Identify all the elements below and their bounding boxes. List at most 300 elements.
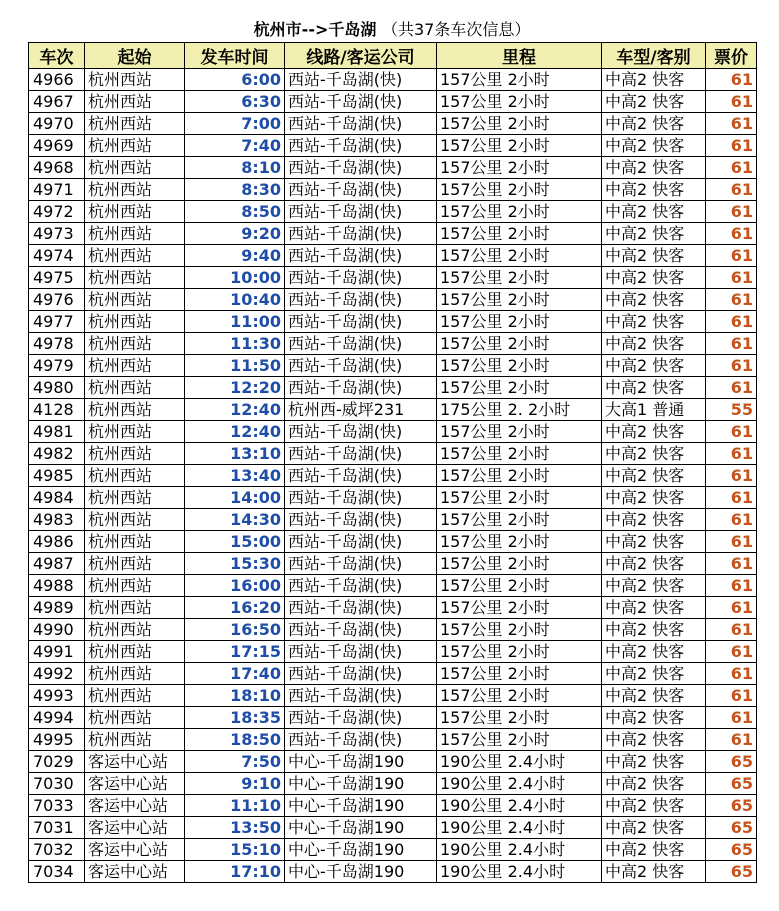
cell-no: 4983 xyxy=(29,509,85,531)
cell-type: 中高2 快客 xyxy=(602,641,706,663)
cell-no: 4128 xyxy=(29,399,85,421)
cell-type: 中高2 快客 xyxy=(602,289,706,311)
cell-type: 中高2 快客 xyxy=(602,729,706,751)
cell-price: 61 xyxy=(706,267,757,289)
cell-time: 7:40 xyxy=(185,135,285,157)
cell-distance: 157公里 2小时 xyxy=(437,223,602,245)
table-row xyxy=(29,839,757,861)
cell-price: 61 xyxy=(706,619,757,641)
cell-route: 西站-千岛湖(快) xyxy=(285,311,437,333)
cell-time: 11:10 xyxy=(185,795,285,817)
cell-type: 中高2 快客 xyxy=(602,553,706,575)
cell-distance: 157公里 2小时 xyxy=(437,289,602,311)
cell-time: 12:20 xyxy=(185,377,285,399)
cell-distance: 157公里 2小时 xyxy=(437,597,602,619)
cell-no: 4975 xyxy=(29,267,85,289)
cell-time: 15:30 xyxy=(185,553,285,575)
cell-no: 4984 xyxy=(29,487,85,509)
header-row xyxy=(29,43,757,69)
cell-type: 中高2 快客 xyxy=(602,377,706,399)
cell-route: 西站-千岛湖(快) xyxy=(285,267,437,289)
cell-no: 4981 xyxy=(29,421,85,443)
cell-from: 杭州西站 xyxy=(85,201,185,223)
cell-no: 4991 xyxy=(29,641,85,663)
table-row xyxy=(29,707,757,729)
cell-type: 中高2 快客 xyxy=(602,839,706,861)
header-no: 车次 xyxy=(29,43,85,69)
cell-time: 16:00 xyxy=(185,575,285,597)
cell-price: 61 xyxy=(706,553,757,575)
cell-from: 杭州西站 xyxy=(85,179,185,201)
cell-distance: 157公里 2小时 xyxy=(437,553,602,575)
cell-type: 中高2 快客 xyxy=(602,773,706,795)
cell-type: 中高2 快客 xyxy=(602,597,706,619)
cell-distance: 157公里 2小时 xyxy=(437,531,602,553)
cell-time: 15:10 xyxy=(185,839,285,861)
cell-route: 西站-千岛湖(快) xyxy=(285,333,437,355)
cell-from: 杭州西站 xyxy=(85,553,185,575)
cell-from: 客运中心站 xyxy=(85,773,185,795)
cell-type: 中高2 快客 xyxy=(602,69,706,91)
cell-type: 中高2 快客 xyxy=(602,355,706,377)
page-title xyxy=(28,18,756,42)
cell-time: 13:50 xyxy=(185,817,285,839)
cell-route: 西站-千岛湖(快) xyxy=(285,597,437,619)
header-price: 票价 xyxy=(706,43,757,69)
cell-price: 65 xyxy=(706,817,757,839)
cell-price: 61 xyxy=(706,355,757,377)
cell-distance: 190公里 2.4小时 xyxy=(437,751,602,773)
cell-route: 西站-千岛湖(快) xyxy=(285,223,437,245)
cell-type: 大高1 普通 xyxy=(602,399,706,421)
cell-no: 4978 xyxy=(29,333,85,355)
cell-type: 中高2 快客 xyxy=(602,333,706,355)
table-row xyxy=(29,289,757,311)
cell-type: 中高2 快客 xyxy=(602,421,706,443)
table-row xyxy=(29,157,757,179)
cell-distance: 157公里 2小时 xyxy=(437,641,602,663)
cell-distance: 157公里 2小时 xyxy=(437,311,602,333)
cell-time: 11:30 xyxy=(185,333,285,355)
table-row xyxy=(29,487,757,509)
cell-no: 4966 xyxy=(29,69,85,91)
cell-no: 4992 xyxy=(29,663,85,685)
cell-route: 西站-千岛湖(快) xyxy=(285,619,437,641)
cell-type: 中高2 快客 xyxy=(602,135,706,157)
title-main: 杭州市-->千岛湖 xyxy=(253,20,377,39)
cell-price: 65 xyxy=(706,861,757,883)
cell-distance: 190公里 2.4小时 xyxy=(437,861,602,883)
cell-no: 4990 xyxy=(29,619,85,641)
cell-no: 4987 xyxy=(29,553,85,575)
schedule-document xyxy=(28,18,756,883)
cell-price: 61 xyxy=(706,289,757,311)
cell-type: 中高2 快客 xyxy=(602,223,706,245)
cell-type: 中高2 快客 xyxy=(602,113,706,135)
cell-type: 中高2 快客 xyxy=(602,751,706,773)
cell-distance: 157公里 2小时 xyxy=(437,421,602,443)
table-body xyxy=(29,69,757,883)
cell-price: 55 xyxy=(706,399,757,421)
cell-time: 9:10 xyxy=(185,773,285,795)
cell-price: 61 xyxy=(706,333,757,355)
cell-distance: 157公里 2小时 xyxy=(437,355,602,377)
cell-time: 8:50 xyxy=(185,201,285,223)
cell-distance: 157公里 2小时 xyxy=(437,245,602,267)
cell-time: 16:50 xyxy=(185,619,285,641)
cell-price: 61 xyxy=(706,223,757,245)
cell-distance: 157公里 2小时 xyxy=(437,707,602,729)
table-row xyxy=(29,641,757,663)
cell-route: 中心-千岛湖190 xyxy=(285,795,437,817)
cell-price: 61 xyxy=(706,69,757,91)
cell-route: 中心-千岛湖190 xyxy=(285,839,437,861)
cell-time: 17:10 xyxy=(185,861,285,883)
cell-from: 杭州西站 xyxy=(85,69,185,91)
cell-price: 61 xyxy=(706,135,757,157)
cell-from: 杭州西站 xyxy=(85,707,185,729)
table-row xyxy=(29,355,757,377)
cell-price: 61 xyxy=(706,707,757,729)
cell-route: 西站-千岛湖(快) xyxy=(285,487,437,509)
table-row xyxy=(29,69,757,91)
cell-price: 61 xyxy=(706,113,757,135)
cell-route: 西站-千岛湖(快) xyxy=(285,509,437,531)
cell-from: 杭州西站 xyxy=(85,685,185,707)
header-time: 发车时间 xyxy=(185,43,285,69)
cell-type: 中高2 快客 xyxy=(602,861,706,883)
cell-time: 6:00 xyxy=(185,69,285,91)
cell-no: 4967 xyxy=(29,91,85,113)
cell-from: 杭州西站 xyxy=(85,597,185,619)
cell-from: 杭州西站 xyxy=(85,487,185,509)
cell-no: 4985 xyxy=(29,465,85,487)
cell-no: 4982 xyxy=(29,443,85,465)
cell-price: 61 xyxy=(706,245,757,267)
cell-route: 西站-千岛湖(快) xyxy=(285,289,437,311)
cell-from: 杭州西站 xyxy=(85,355,185,377)
cell-route: 西站-千岛湖(快) xyxy=(285,531,437,553)
cell-route: 西站-千岛湖(快) xyxy=(285,157,437,179)
cell-distance: 157公里 2小时 xyxy=(437,69,602,91)
cell-time: 9:20 xyxy=(185,223,285,245)
cell-distance: 157公里 2小时 xyxy=(437,377,602,399)
cell-from: 杭州西站 xyxy=(85,531,185,553)
cell-type: 中高2 快客 xyxy=(602,575,706,597)
cell-time: 10:40 xyxy=(185,289,285,311)
table-row xyxy=(29,267,757,289)
cell-route: 西站-千岛湖(快) xyxy=(285,245,437,267)
cell-distance: 157公里 2小时 xyxy=(437,267,602,289)
cell-type: 中高2 快客 xyxy=(602,267,706,289)
table-row xyxy=(29,91,757,113)
cell-type: 中高2 快客 xyxy=(602,465,706,487)
cell-type: 中高2 快客 xyxy=(602,619,706,641)
cell-price: 65 xyxy=(706,839,757,861)
table-row xyxy=(29,223,757,245)
cell-time: 13:10 xyxy=(185,443,285,465)
cell-type: 中高2 快客 xyxy=(602,179,706,201)
table-row xyxy=(29,729,757,751)
cell-distance: 157公里 2小时 xyxy=(437,619,602,641)
table-row xyxy=(29,597,757,619)
cell-type: 中高2 快客 xyxy=(602,509,706,531)
cell-from: 客运中心站 xyxy=(85,795,185,817)
schedule-table xyxy=(28,42,757,883)
header-type: 车型/客别 xyxy=(602,43,706,69)
cell-no: 4988 xyxy=(29,575,85,597)
cell-no: 4995 xyxy=(29,729,85,751)
cell-time: 18:35 xyxy=(185,707,285,729)
cell-distance: 190公里 2.4小时 xyxy=(437,839,602,861)
table-row xyxy=(29,685,757,707)
table-row xyxy=(29,311,757,333)
cell-no: 4970 xyxy=(29,113,85,135)
cell-from: 杭州西站 xyxy=(85,289,185,311)
cell-distance: 157公里 2小时 xyxy=(437,729,602,751)
cell-distance: 190公里 2.4小时 xyxy=(437,773,602,795)
cell-time: 10:00 xyxy=(185,267,285,289)
cell-distance: 157公里 2小时 xyxy=(437,113,602,135)
cell-time: 12:40 xyxy=(185,421,285,443)
cell-time: 13:40 xyxy=(185,465,285,487)
cell-from: 杭州西站 xyxy=(85,267,185,289)
cell-time: 9:40 xyxy=(185,245,285,267)
cell-price: 61 xyxy=(706,531,757,553)
cell-price: 61 xyxy=(706,443,757,465)
table-row xyxy=(29,509,757,531)
cell-no: 4976 xyxy=(29,289,85,311)
cell-time: 17:15 xyxy=(185,641,285,663)
cell-route: 中心-千岛湖190 xyxy=(285,773,437,795)
cell-route: 中心-千岛湖190 xyxy=(285,861,437,883)
cell-distance: 175公里 2. 2小时 xyxy=(437,399,602,421)
cell-from: 杭州西站 xyxy=(85,333,185,355)
cell-distance: 157公里 2小时 xyxy=(437,157,602,179)
cell-from: 杭州西站 xyxy=(85,223,185,245)
cell-type: 中高2 快客 xyxy=(602,795,706,817)
cell-type: 中高2 快客 xyxy=(602,201,706,223)
cell-no: 4971 xyxy=(29,179,85,201)
cell-price: 65 xyxy=(706,773,757,795)
cell-no: 4986 xyxy=(29,531,85,553)
cell-route: 西站-千岛湖(快) xyxy=(285,201,437,223)
cell-route: 杭州西-威坪231 xyxy=(285,399,437,421)
table-row xyxy=(29,399,757,421)
cell-from: 杭州西站 xyxy=(85,311,185,333)
table-row xyxy=(29,663,757,685)
cell-distance: 157公里 2小时 xyxy=(437,685,602,707)
cell-no: 4980 xyxy=(29,377,85,399)
cell-distance: 157公里 2小时 xyxy=(437,509,602,531)
cell-price: 61 xyxy=(706,729,757,751)
cell-no: 7034 xyxy=(29,861,85,883)
cell-distance: 157公里 2小时 xyxy=(437,201,602,223)
cell-route: 西站-千岛湖(快) xyxy=(285,641,437,663)
cell-from: 杭州西站 xyxy=(85,619,185,641)
cell-type: 中高2 快客 xyxy=(602,443,706,465)
cell-route: 西站-千岛湖(快) xyxy=(285,421,437,443)
cell-type: 中高2 快客 xyxy=(602,663,706,685)
cell-time: 16:20 xyxy=(185,597,285,619)
cell-no: 4989 xyxy=(29,597,85,619)
cell-type: 中高2 快客 xyxy=(602,531,706,553)
cell-time: 6:30 xyxy=(185,91,285,113)
cell-distance: 157公里 2小时 xyxy=(437,179,602,201)
table-row xyxy=(29,795,757,817)
cell-no: 7030 xyxy=(29,773,85,795)
cell-time: 8:30 xyxy=(185,179,285,201)
table-row xyxy=(29,575,757,597)
cell-type: 中高2 快客 xyxy=(602,91,706,113)
cell-time: 11:50 xyxy=(185,355,285,377)
table-row xyxy=(29,861,757,883)
cell-price: 61 xyxy=(706,311,757,333)
cell-time: 12:40 xyxy=(185,399,285,421)
cell-from: 杭州西站 xyxy=(85,575,185,597)
cell-price: 65 xyxy=(706,795,757,817)
cell-type: 中高2 快客 xyxy=(602,311,706,333)
table-row xyxy=(29,179,757,201)
cell-route: 西站-千岛湖(快) xyxy=(285,355,437,377)
table-row xyxy=(29,443,757,465)
table-row xyxy=(29,377,757,399)
cell-from: 杭州西站 xyxy=(85,135,185,157)
cell-distance: 157公里 2小时 xyxy=(437,135,602,157)
cell-from: 杭州西站 xyxy=(85,465,185,487)
cell-from: 客运中心站 xyxy=(85,817,185,839)
cell-route: 中心-千岛湖190 xyxy=(285,751,437,773)
cell-from: 客运中心站 xyxy=(85,751,185,773)
cell-from: 杭州西站 xyxy=(85,641,185,663)
cell-type: 中高2 快客 xyxy=(602,487,706,509)
cell-price: 61 xyxy=(706,377,757,399)
cell-price: 61 xyxy=(706,201,757,223)
cell-distance: 157公里 2小时 xyxy=(437,443,602,465)
cell-no: 4972 xyxy=(29,201,85,223)
cell-distance: 157公里 2小时 xyxy=(437,465,602,487)
cell-no: 4968 xyxy=(29,157,85,179)
cell-price: 61 xyxy=(706,685,757,707)
table-row xyxy=(29,751,757,773)
cell-price: 61 xyxy=(706,179,757,201)
table-row xyxy=(29,773,757,795)
cell-time: 17:40 xyxy=(185,663,285,685)
cell-distance: 157公里 2小时 xyxy=(437,663,602,685)
cell-route: 西站-千岛湖(快) xyxy=(285,575,437,597)
table-row xyxy=(29,531,757,553)
cell-type: 中高2 快客 xyxy=(602,707,706,729)
cell-route: 西站-千岛湖(快) xyxy=(285,729,437,751)
cell-route: 西站-千岛湖(快) xyxy=(285,685,437,707)
cell-route: 西站-千岛湖(快) xyxy=(285,179,437,201)
cell-type: 中高2 快客 xyxy=(602,817,706,839)
cell-type: 中高2 快客 xyxy=(602,685,706,707)
cell-from: 杭州西站 xyxy=(85,399,185,421)
cell-type: 中高2 快客 xyxy=(602,157,706,179)
cell-from: 杭州西站 xyxy=(85,245,185,267)
table-row xyxy=(29,245,757,267)
cell-from: 杭州西站 xyxy=(85,91,185,113)
cell-time: 11:00 xyxy=(185,311,285,333)
cell-route: 西站-千岛湖(快) xyxy=(285,91,437,113)
table-row xyxy=(29,201,757,223)
cell-no: 4977 xyxy=(29,311,85,333)
cell-from: 杭州西站 xyxy=(85,421,185,443)
cell-route: 西站-千岛湖(快) xyxy=(285,707,437,729)
cell-price: 61 xyxy=(706,91,757,113)
cell-route: 西站-千岛湖(快) xyxy=(285,465,437,487)
cell-price: 61 xyxy=(706,465,757,487)
cell-route: 西站-千岛湖(快) xyxy=(285,135,437,157)
cell-price: 61 xyxy=(706,663,757,685)
cell-from: 杭州西站 xyxy=(85,113,185,135)
cell-no: 4994 xyxy=(29,707,85,729)
header-route: 线路/客运公司 xyxy=(285,43,437,69)
cell-price: 61 xyxy=(706,421,757,443)
table-row xyxy=(29,553,757,575)
cell-route: 西站-千岛湖(快) xyxy=(285,553,437,575)
cell-distance: 157公里 2小时 xyxy=(437,91,602,113)
cell-time: 8:10 xyxy=(185,157,285,179)
cell-no: 4993 xyxy=(29,685,85,707)
cell-distance: 190公里 2.4小时 xyxy=(437,817,602,839)
cell-no: 7031 xyxy=(29,817,85,839)
cell-distance: 190公里 2.4小时 xyxy=(437,795,602,817)
header-distance: 里程 xyxy=(437,43,602,69)
header-from: 起始 xyxy=(85,43,185,69)
cell-time: 14:00 xyxy=(185,487,285,509)
cell-price: 61 xyxy=(706,641,757,663)
table-row xyxy=(29,465,757,487)
cell-price: 61 xyxy=(706,487,757,509)
cell-time: 7:50 xyxy=(185,751,285,773)
cell-from: 客运中心站 xyxy=(85,839,185,861)
cell-route: 西站-千岛湖(快) xyxy=(285,377,437,399)
cell-from: 杭州西站 xyxy=(85,663,185,685)
cell-from: 杭州西站 xyxy=(85,729,185,751)
cell-distance: 157公里 2小时 xyxy=(437,575,602,597)
cell-price: 61 xyxy=(706,509,757,531)
cell-route: 西站-千岛湖(快) xyxy=(285,443,437,465)
cell-time: 15:00 xyxy=(185,531,285,553)
cell-no: 7029 xyxy=(29,751,85,773)
cell-route: 西站-千岛湖(快) xyxy=(285,69,437,91)
cell-from: 杭州西站 xyxy=(85,443,185,465)
table-row xyxy=(29,421,757,443)
cell-no: 4973 xyxy=(29,223,85,245)
cell-no: 4974 xyxy=(29,245,85,267)
cell-from: 杭州西站 xyxy=(85,509,185,531)
cell-route: 西站-千岛湖(快) xyxy=(285,113,437,135)
cell-from: 杭州西站 xyxy=(85,377,185,399)
cell-price: 61 xyxy=(706,157,757,179)
cell-from: 客运中心站 xyxy=(85,861,185,883)
title-sub: （共37条车次信息） xyxy=(381,20,531,39)
table-row xyxy=(29,333,757,355)
cell-route: 西站-千岛湖(快) xyxy=(285,663,437,685)
cell-price: 61 xyxy=(706,597,757,619)
cell-time: 18:10 xyxy=(185,685,285,707)
cell-no: 4969 xyxy=(29,135,85,157)
cell-type: 中高2 快客 xyxy=(602,245,706,267)
table-row xyxy=(29,619,757,641)
cell-price: 65 xyxy=(706,751,757,773)
table-row xyxy=(29,817,757,839)
cell-no: 7032 xyxy=(29,839,85,861)
cell-distance: 157公里 2小时 xyxy=(437,487,602,509)
cell-from: 杭州西站 xyxy=(85,157,185,179)
